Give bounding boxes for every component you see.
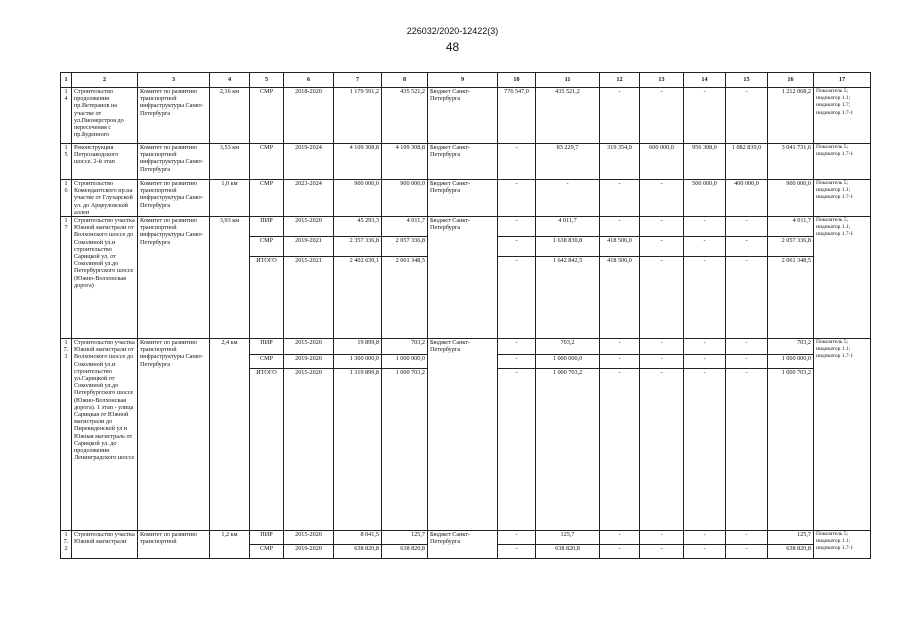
financed-before: - — [498, 531, 536, 545]
year-4: - — [684, 257, 726, 339]
remaining-cost: 2 057 336,8 — [382, 237, 428, 257]
column-header: 1 — [61, 73, 72, 88]
work-type: СМР — [250, 545, 284, 559]
year-1: 703,2 — [536, 339, 600, 355]
total-planned: 2 057 336,8 — [768, 237, 814, 257]
table-row — [61, 531, 871, 545]
period: 2023-2024 — [284, 180, 334, 217]
column-header: 17 — [814, 73, 871, 88]
estimated-cost: 45 293,3 — [334, 217, 382, 237]
estimated-cost: 638 820,8 — [334, 545, 382, 559]
estimated-cost: 1 319 899,8 — [334, 369, 382, 531]
year-1: 1 642 842,5 — [536, 257, 600, 339]
estimated-cost: 1 300 000,0 — [334, 355, 382, 369]
year-5: - — [726, 88, 768, 144]
column-header: 2 — [72, 73, 138, 88]
work-type: ПИР — [250, 531, 284, 545]
year-1: 1 000 000,0 — [536, 355, 600, 369]
remaining-cost: 1 000 703,2 — [382, 369, 428, 531]
period: 2018-2020 — [284, 88, 334, 144]
work-type: ИТОГО — [250, 257, 284, 339]
remaining-cost: 4 011,7 — [382, 217, 428, 237]
row-number: 14 — [61, 88, 72, 144]
year-2: - — [600, 545, 640, 559]
total-planned: 1 000 000,0 — [768, 355, 814, 369]
total-planned: 2 061 348,5 — [768, 257, 814, 339]
year-3: - — [640, 545, 684, 559]
project-name: Строительство участка Южной магистрали от Волхонского шоссе до Соколиной ул.и строительство Сарицкой ул. от Соколиной ул.до Петербургского шоссе (Южно-Волхонская дорога) — [72, 217, 138, 339]
year-4: - — [684, 369, 726, 531]
year-3: - — [640, 339, 684, 355]
total-planned: 125,7 — [768, 531, 814, 545]
responsible-organization: Комитет по развитию транспортной инфраструктуры Санкт-Петербурга — [138, 217, 210, 339]
year-4: - — [684, 355, 726, 369]
total-planned: 703,2 — [768, 339, 814, 355]
year-2: 319 354,9 — [600, 144, 640, 180]
year-1: 638 820,8 — [536, 545, 600, 559]
year-1: 435 521,2 — [536, 88, 600, 144]
project-length: 2,16 км — [210, 88, 250, 144]
year-1: - — [536, 180, 600, 217]
year-1: 125,7 — [536, 531, 600, 545]
project-name: Строительство участка Южной магистрали от Волхонского шоссе до Соколиной ул.и строительство ул.Сарицкой от Соколиной ул.до Петербургского шоссе (Южно-Волхонская дорога). 1 этап - улица Сарицкая от Южной магистрали до Пиревиденской ул и Южная магистраль от Сарицкой ул. до продолжения Ленинградского шоссе — [72, 339, 138, 531]
table-row — [61, 180, 871, 217]
year-4: - — [684, 531, 726, 545]
year-2: - — [600, 88, 640, 144]
year-3: - — [640, 237, 684, 257]
year-2: - — [600, 217, 640, 237]
work-type: СМР — [250, 144, 284, 180]
work-type: ПИР — [250, 339, 284, 355]
year-4: - — [684, 339, 726, 355]
funding-source: Бюджет Санкт-Петербурга — [428, 339, 498, 531]
table-body — [61, 88, 871, 559]
project-length: 2,4 км — [210, 339, 250, 531]
column-header: 16 — [768, 73, 814, 88]
remaining-cost: 435 521,2 — [382, 88, 428, 144]
column-header: 8 — [382, 73, 428, 88]
row-number: 16 — [61, 180, 72, 217]
column-header: 5 — [250, 73, 284, 88]
financed-before: - — [498, 369, 536, 531]
indicators: Показатель 5; индикатор 1.1; индикатор 1.7-1 — [814, 339, 871, 531]
responsible-organization: Комитет по развитию транспортной инфраструктуры Санкт-Петербурга — [138, 180, 210, 217]
financed-before: - — [498, 339, 536, 355]
table-row — [61, 339, 871, 355]
total-planned: 3 041 731,6 — [768, 144, 814, 180]
total-planned: 900 000,0 — [768, 180, 814, 217]
year-2: - — [600, 180, 640, 217]
year-5: - — [726, 237, 768, 257]
indicators: Показатель 5; индикатор 1.7-1 — [814, 144, 871, 180]
row-number: 15 — [61, 144, 72, 180]
indicators: Показатель 5; индикатор 1.1; индикатор 1.7; индикатор 1.7-1 — [814, 88, 871, 144]
estimated-cost: 8 041,5 — [334, 531, 382, 545]
funding-source: Бюджет Санкт-Петербурга — [428, 144, 498, 180]
year-1: 83 229,7 — [536, 144, 600, 180]
year-3: - — [640, 369, 684, 531]
document-id: 226032/2020-12422(3) — [406, 26, 499, 36]
estimated-cost: 1 179 591,2 — [334, 88, 382, 144]
year-3: - — [640, 180, 684, 217]
year-2: 418 506,0 — [600, 257, 640, 339]
financed-before: - — [498, 355, 536, 369]
financed-before: - — [498, 217, 536, 237]
row-number: 17.2 — [61, 531, 72, 559]
work-type: СМР — [250, 88, 284, 144]
column-header: 15 — [726, 73, 768, 88]
column-header: 9 — [428, 73, 498, 88]
register-table — [60, 72, 871, 559]
year-4: 500 000,0 — [684, 180, 726, 217]
estimated-cost: 900 000,0 — [334, 180, 382, 217]
year-4: - — [684, 237, 726, 257]
total-planned: 1 000 703,2 — [768, 369, 814, 531]
indicators: Показатель 5; индикатор 1.1; индикатор 1.7-1 — [814, 531, 871, 559]
project-length: 1,2 км — [210, 531, 250, 559]
project-name: Реконструкция Петрозаводского шоссе. 2-й этап — [72, 144, 138, 180]
table-row — [61, 144, 871, 180]
column-header: 6 — [284, 73, 334, 88]
year-5: - — [726, 217, 768, 237]
table-row — [61, 217, 871, 237]
remaining-cost: 4 109 308,8 — [382, 144, 428, 180]
year-5: - — [726, 545, 768, 559]
indicators: Показатель 5; индикатор 1.1; индикатор 1.7-1 — [814, 180, 871, 217]
year-4: 956 308,0 — [684, 144, 726, 180]
financed-before: 776 547,0 — [498, 88, 536, 144]
year-2: - — [600, 355, 640, 369]
remaining-cost: 125,7 — [382, 531, 428, 545]
period: 2019-2020 — [284, 545, 334, 559]
year-5: - — [726, 369, 768, 531]
year-3: - — [640, 355, 684, 369]
project-name: Строительство участка Южной магистрали — [72, 531, 138, 559]
remaining-cost: 900 000,0 — [382, 180, 428, 217]
column-header: 11 — [536, 73, 600, 88]
period: 2015-2020 — [284, 339, 334, 355]
period: 2015-2020 — [284, 531, 334, 545]
project-length: 3,53 км — [210, 144, 250, 180]
year-1: 4 011,7 — [536, 217, 600, 237]
total-planned: 4 011,7 — [768, 217, 814, 237]
project-length: 1,0 км — [210, 180, 250, 217]
financed-before: - — [498, 257, 536, 339]
remaining-cost: 638 820,8 — [382, 545, 428, 559]
year-2: - — [600, 339, 640, 355]
column-header: 4 — [210, 73, 250, 88]
year-4: - — [684, 88, 726, 144]
year-3: - — [640, 217, 684, 237]
year-5: - — [726, 257, 768, 339]
estimated-cost: 19 899,8 — [334, 339, 382, 355]
column-header: 13 — [640, 73, 684, 88]
responsible-organization: Комитет по развитию транспортной инфраструктуры Санкт-Петербурга — [138, 144, 210, 180]
year-5: 400 000,0 — [726, 180, 768, 217]
column-header-row — [61, 73, 871, 88]
year-3: - — [640, 88, 684, 144]
responsible-organization: Комитет по развитию транспортной инфраструктуры Санкт-Петербурга — [138, 339, 210, 531]
period: 2015-2021 — [284, 257, 334, 339]
funding-source: Бюджет Санкт-Петербурга — [428, 180, 498, 217]
year-3: - — [640, 531, 684, 545]
work-type: СМР — [250, 180, 284, 217]
project-name: Строительство продолжения пр.Ветеранов на участке от ул.Пионерстроя до пересечения с пр.Буденного — [72, 88, 138, 144]
estimated-cost: 2 357 336,8 — [334, 237, 382, 257]
year-3: - — [640, 257, 684, 339]
year-5: - — [726, 355, 768, 369]
responsible-organization: Комитет по развитию транспортной — [138, 531, 210, 559]
period: 2019-2024 — [284, 144, 334, 180]
column-header: 3 — [138, 73, 210, 88]
financed-before: - — [498, 545, 536, 559]
period: 2019-2021 — [284, 237, 334, 257]
year-2: - — [600, 531, 640, 545]
work-type: ПИР — [250, 217, 284, 237]
page-number: 48 — [445, 40, 460, 54]
column-header: 14 — [684, 73, 726, 88]
year-5: - — [726, 531, 768, 545]
column-header: 12 — [600, 73, 640, 88]
year-3: 600 000,0 — [640, 144, 684, 180]
period: 2015-2020 — [284, 369, 334, 531]
year-5: - — [726, 339, 768, 355]
year-1: 1 000 703,2 — [536, 369, 600, 531]
year-2: 418 506,0 — [600, 237, 640, 257]
indicators: Показатель 5; индикатор 1.1; индикатор 1.7-1 — [814, 217, 871, 339]
column-header: 10 — [498, 73, 536, 88]
financed-before: - — [498, 180, 536, 217]
remaining-cost: 703,2 — [382, 339, 428, 355]
funding-source: Бюджет Санкт-Петербурга — [428, 217, 498, 339]
year-2: - — [600, 369, 640, 531]
year-1: 1 638 830,8 — [536, 237, 600, 257]
total-planned: 638 820,8 — [768, 545, 814, 559]
column-header: 7 — [334, 73, 382, 88]
financed-before: - — [498, 237, 536, 257]
project-name: Строительство Комендантского пр.на участке от Глухарской ул. до Арцеуловской аллеи — [72, 180, 138, 217]
period: 2019-2020 — [284, 355, 334, 369]
period: 2015-2020 — [284, 217, 334, 237]
total-planned: 1 212 068,2 — [768, 88, 814, 144]
funding-source: Бюджет Санкт-Петербурга — [428, 88, 498, 144]
estimated-cost: 4 109 308,8 — [334, 144, 382, 180]
table-row — [61, 88, 871, 144]
work-type: СМР — [250, 237, 284, 257]
funding-source: Бюджет Санкт-Петербурга — [428, 531, 498, 559]
remaining-cost: 1 000 000,0 — [382, 355, 428, 369]
responsible-organization: Комитет по развитию транспортной инфраструктуры Санкт-Петербурга — [138, 88, 210, 144]
estimated-cost: 2 402 630,1 — [334, 257, 382, 339]
financed-before: - — [498, 144, 536, 180]
row-number: 17.1 — [61, 339, 72, 531]
work-type: ИТОГО — [250, 369, 284, 531]
project-length: 3,93 км — [210, 217, 250, 339]
work-type: СМР — [250, 355, 284, 369]
year-4: - — [684, 217, 726, 237]
remaining-cost: 2 061 348,5 — [382, 257, 428, 339]
row-number: 17 — [61, 217, 72, 339]
year-5: 1 082 839,0 — [726, 144, 768, 180]
year-4: - — [684, 545, 726, 559]
